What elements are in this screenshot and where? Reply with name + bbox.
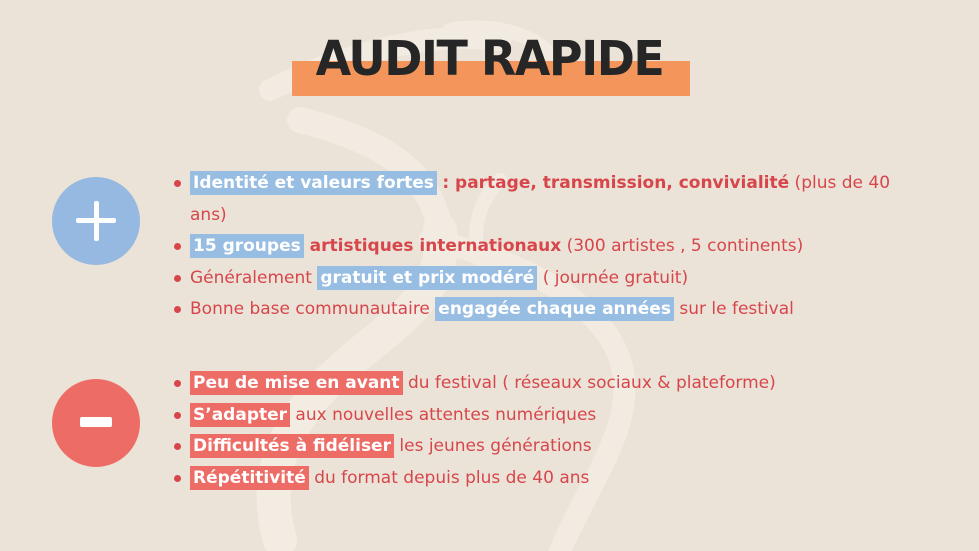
list-item <box>172 294 902 326</box>
weaknesses-list <box>172 368 902 494</box>
page-title: AUDIT RAPIDE <box>315 29 664 87</box>
list-item <box>172 431 902 463</box>
highlight-text: 15 groupes <box>190 234 304 258</box>
list-item <box>172 168 902 231</box>
detail-text: ( journée gratuit) <box>537 267 689 288</box>
highlight-text: engagée chaque années <box>435 297 674 321</box>
detail-text: sur le festival <box>673 299 794 319</box>
minus-icon <box>52 379 140 467</box>
highlight-text: S’adapter <box>190 403 290 427</box>
detail-text: du format depuis plus de 40 ans <box>308 467 590 488</box>
detail-text: aux nouvelles attentes numériques <box>290 404 597 425</box>
highlight-text: Répétitivité <box>190 466 309 490</box>
lead-text: Généralement <box>190 267 318 288</box>
key-values-text: artistiques internationaux <box>303 236 562 256</box>
detail-text: du festival ( réseaux sociaux & plateforme) <box>402 373 776 393</box>
list-item <box>172 231 902 263</box>
detail-text: les jeunes générations <box>393 436 592 456</box>
list-item <box>172 263 902 295</box>
strengths-list <box>172 168 902 326</box>
list-item <box>172 400 902 432</box>
highlight-text: Identité et valeurs fortes <box>190 171 437 195</box>
list-item <box>172 368 902 400</box>
list-item <box>172 463 902 495</box>
plus-icon <box>52 177 140 265</box>
detail-text: (plus de 40 ans) <box>190 173 891 225</box>
lead-text: Bonne base communautaire <box>190 299 436 319</box>
detail-text: (300 artistes , 5 continents) <box>561 236 804 256</box>
highlight-text: Peu de mise en avant <box>190 371 403 395</box>
key-values-text: : partage, transmission, convivialité <box>442 173 790 193</box>
highlight-text: gratuit et prix modéré <box>317 266 537 290</box>
highlight-text: Difficultés à fidéliser <box>190 434 394 458</box>
